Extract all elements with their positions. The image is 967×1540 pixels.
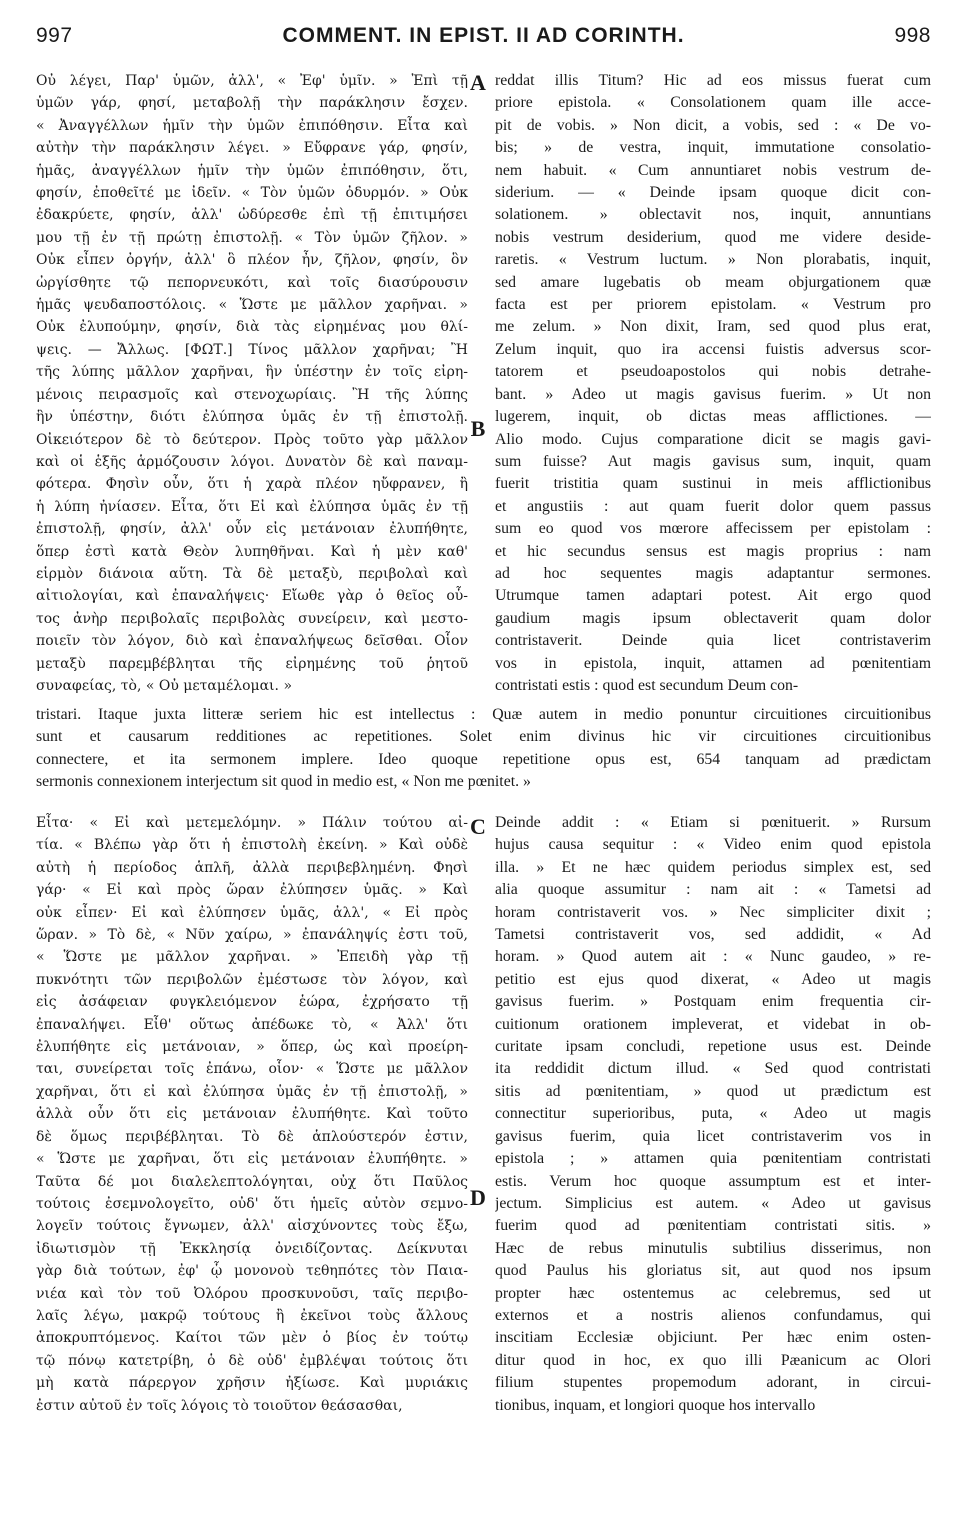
latin-text-line: fuerim quod ad pœnitentiam contristati sitis. » <box>495 1217 931 1235</box>
latin-text-line: contristaverit. Deinde quia licet contristaverim <box>495 632 931 650</box>
latin-text-line: sum eo quod vos mœrore affecissem per epistolam : <box>495 520 931 538</box>
greek-text-line: ἀλλὰ οὖν ὅτι εἰς μετάνοιαν ἐλυπήθητε. Καὶ τοῦτο <box>36 1106 468 1123</box>
latin-text-line: ditur quod in hoc, ex quo illi Pæanicum ac Olori <box>495 1351 931 1369</box>
greek-text-line: ται, συνείρεται τοῖς ἐπάνω, οἷον· « Ὥστε με μᾶλλον <box>36 1061 468 1078</box>
greek-text-line: ὑμῶν γάρ, φησί, μεταβολῇ τὴν παράκλησιν ἔσχεν. <box>36 95 468 112</box>
latin-text-line: connectitur superioribus, puta, « Adeo ut magis <box>495 1105 931 1123</box>
greek-text-line: αἰτιολογίαι, καὶ ἐπαναλήψεις· Εἴωθε γὰρ ὁ θεῖος οὗ- <box>36 588 468 605</box>
latin-text-line: reddat illis Titum? Hic ad eos missus fuerat cum <box>495 72 931 89</box>
greek-text-line: ἡμᾶς ψευδαποστόλοις. « Ὥστε με μᾶλλον χαρῆναι. » <box>36 297 468 314</box>
latin-text-line: externos et a nostris alienos confundamus, qui <box>495 1306 931 1324</box>
latin-text-line: illa. » Et ne hæc quidem periodus simplex est, sed <box>495 858 931 876</box>
greek-text-line: μένοις πειρασμοῖς καὶ στενοχωρίαις. Ἢ τῆς λύπης <box>36 386 468 403</box>
latin-text-line: Hæc de rebus minutulis subtilius disserimus, non <box>495 1239 931 1257</box>
page-number-left: 997 <box>36 24 73 47</box>
greek-column-top <box>36 70 468 700</box>
greek-text-line: συναφείας, τὸ, « Οὐ μεταμέλομαι. » <box>36 677 293 694</box>
greek-text-line: ποιεῖν τὸν λόγον, διὸ καὶ ἐπαναλήψεως δεῖσθαι. Οἷον <box>36 633 468 650</box>
greek-text-line: τία. « Βλέπω γὰρ ὅτι ἡ ἐπιστολὴ ἐκείνη. » Καὶ οὐδὲ <box>36 837 468 854</box>
latin-text-line: propter hæc ostentemus ac celebremus, sed ut <box>495 1284 931 1302</box>
latin-text-line: quod Paulus his gloriatus sit, aut quod nos ipsum <box>495 1262 931 1280</box>
greek-text-line: ὅπερ ἐστὶ κατὰ Θεὸν λυπηθῆναι. Καὶ ἡ μὲν καθ' <box>36 543 468 560</box>
latin-text-line: Alio modo. Cujus comparatione dicit se magis gavi- <box>495 430 931 448</box>
greek-text-line: δὲ ὅμως περιβέβληται. Τὸ δὲ ἁπλούστερόν ἐστιν, <box>36 1128 468 1145</box>
greek-column-bottom <box>36 812 468 1422</box>
greek-text-line: φότερα. Φησὶν οὖν, ὅτι ἡ χαρὰ πλέον ηὔφρανεν, ἢ <box>36 476 468 493</box>
latin-text-line: bis; » de vestra, inquit, immutatione consolatio- <box>495 139 931 157</box>
latin-text-line: gavisus fuerim, quia licet contristaverim vos in <box>495 1127 931 1145</box>
section-marker-c: C <box>470 814 486 839</box>
latin-text-line: inscitiam Ecclesiæ objiciunt. Per hæc enim osten- <box>495 1329 931 1347</box>
greek-text-line: τῷ πόνῳ κατετρίβη, ὁ δὲ οὐδ' ἐμβλέψαι τούτοις ὅτι <box>36 1352 468 1369</box>
latin-text-line: sitis ad pœnitentiam, » quod ut prædictum est <box>495 1082 931 1100</box>
greek-text-line: ἐπαναλήψει. Εἶθ' οὕτως ἀπέδωκε τὸ, « Ἀλλ' ὅτι <box>36 1016 468 1033</box>
latin-text-line: me zelum. » Non dixit, Iram, sed quod plus erat, <box>495 318 931 336</box>
greek-text-line: χαρῆναι, ὅτι εἰ καὶ ἐλύπησα ὑμᾶς ἐν τῇ ἐπιστολῇ, » <box>36 1083 468 1100</box>
latin-text-line: lugerem, inquit, ob dictas meas afflictiones. — <box>495 408 931 426</box>
latin-text-line: contristati estis : quod est secundum Deum con- <box>495 676 799 694</box>
latin-text-line: horam. » Quod autem ait : « Nunc gaudeo, » re- <box>495 948 931 966</box>
greek-text-line: καὶ οἱ ἑξῆς ἁρμόζουσιν λόγοι. Δυνατὸν δὲ καὶ παναμ- <box>36 453 468 470</box>
greek-text-line: ἣν ὑπέστην, διότι ἐλύπησα ὑμᾶς ἐν τῇ ἐπιστολῇ. <box>36 409 468 426</box>
greek-text-line: ὠργίσθητε τῷ πεπορνευκότι, καὶ τοῖς διασύρουσιν <box>36 274 468 291</box>
greek-text-line: μεταξὺ παρεμβέβληται τῆς εἰρημένης τοῦ ῥητοῦ <box>36 655 468 672</box>
greek-text-line: Ταῦτα δέ μοι διαλελεπτολόγηται, οὐχ ὅτι Παῦλος <box>36 1173 468 1190</box>
greek-text-line: Οὐκ εἶπεν ὀργήν, ἀλλ' ὃ πλέον ἦν, ζῆλον, φησίν, ὃν <box>36 252 468 269</box>
latin-text-line: ita reddidit dictum illud. « Sed quod contristati <box>495 1060 931 1078</box>
latin-text-line: jectum. Simplicius est autem. « Adeo ut gavisus <box>495 1194 931 1212</box>
greek-text-line: ἡμᾶς, ἀναγγέλλων ἡμῖν τὴν ὑμῶν ἐπιπόθησιν, ὅτι, <box>36 162 468 179</box>
greek-text-line: ὥραν. » Τὸ δὲ, « Νῦν χαίρω, » ἐπανάληψίς ἐστι τοῦ, <box>36 927 468 944</box>
greek-text-line: τούτοις ἐσεμνολογεῖτο, οὐδ' ὅτι ἡμεῖς αὐτὸν σεμνο- <box>36 1195 468 1212</box>
greek-text-line: οὐκ εἶπεν· Εἰ καὶ ἐλύπησεν ὑμᾶς, ἀλλ', « Εἰ πρὸς <box>36 904 468 921</box>
greek-text-line: τῆς λύπης μᾶλλον χαρῆναι, ἣν ὑπέστην ἐν τοῖς εἰρη- <box>36 364 468 381</box>
greek-text-line: ἐλυπήθητε εἰς μετάνοιαν, » ὅπερ, ὡς καὶ προείρη- <box>36 1039 468 1056</box>
greek-text-line: ἐπιστολῇ, φησίν, ἀλλ' οὖν εἰς μετάνοιαν ἐλυπήθητε, <box>36 521 468 538</box>
latin-text-line: sum fuisse? Aut magis gavisus sum, inquit, quam <box>495 452 931 470</box>
latin-column-top <box>495 70 931 710</box>
latin-text-line: hujus causa sequitur : « Video enim quod epistola <box>495 836 931 854</box>
latin-text-line: tristari. Itaque juxta litteræ seriem hic est intellectus : Quæ autem in medio ponuntur circuitiones circuitionibus <box>36 706 931 723</box>
section-marker-a: A <box>470 70 486 95</box>
latin-text-line: connectere, et ita sermonem implere. Ideo quoque repetitione opus est, 654 tanquam ad prædictam <box>36 750 931 768</box>
greek-text-line: Εἶτα· « Εἰ καὶ μετεμελόμην. » Πάλιν τούτου αἰ- <box>36 815 468 831</box>
latin-text-line: raretis. « Vestrum luctum. » Non plorabatis, inquit, <box>495 251 931 269</box>
latin-text-line: siderium. — « Deinde ipsam quoque dicit con- <box>495 184 931 202</box>
greek-text-line: ἐδακρύετε, φησίν, ἀλλ' ὠδύρεσθε ἐπὶ τῇ ἐπιτιμήσει <box>36 207 468 224</box>
greek-text-line: εἱρμὸν διάνοια αὕτη. Τὰ δὲ μεταξὺ, περιβολαὶ καὶ <box>36 565 468 582</box>
latin-text-line: Utrumque tamen adaptari potest. Ait ergo quod <box>495 587 931 605</box>
greek-text-line: μὴ κατὰ πάρεργον χρῆσιν ἠξίωσε. Καὶ μυριάκις <box>36 1375 468 1392</box>
greek-text-line: φησίν, ἐποθεῖτέ με ἰδεῖν. « Τὸν ὑμῶν ὀδυρμόν. » Οὐκ <box>36 185 468 202</box>
latin-text-line: Zelum inquit, quo ira accensi fuistis adversus scor- <box>495 340 931 358</box>
latin-text-line: horam contristaverit vos. » Nec simpliciter dixit ; <box>495 903 931 921</box>
greek-text-line: αὐτὴ ἡ περίοδος ἁπλῆ, ἀλλὰ περιβεβλημένη. Φησὶ <box>36 859 468 876</box>
latin-text-line: facta est per priorem epistolam. « Vestrum pro <box>495 296 931 314</box>
latin-text-line: tatorem et pseudoapostolos qui nobis detrahe- <box>495 363 931 381</box>
latin-text-line: filium stupentes propemodum adorant, in circui- <box>495 1374 931 1392</box>
latin-text-line: nem habuit. « Cum annuntiaret nobis vestrum de- <box>495 161 931 179</box>
latin-text-line: gaudium magis ipsum oblectaverit quam dolor <box>495 609 931 627</box>
greek-text-line: αὐτὴν τὴν παράκλησιν λέγει. » Εὔφρανε γάρ, φησίν, <box>36 140 468 157</box>
latin-text-line: Deinde addit : « Etiam si pœnituerit. » Rursum <box>495 814 931 831</box>
greek-text-line: Οὐκ ἐλυπούμην, φησίν, διὰ τὰς εἰρημένας μου θλί- <box>36 319 468 336</box>
greek-text-line: μου τῇ ἐν τῇ πρώτῃ ἐπιστολῇ. « Τὸν ὑμῶν ζῆλον. » <box>36 229 468 246</box>
page-number-right: 998 <box>894 24 931 47</box>
greek-text-line: λογεῖν τούτοις ἔγνωμεν, ἀλλ' αἰσχύνοντες τοὺς ἔξω, <box>36 1218 468 1235</box>
greek-text-line: ἰδιωτισμὸν τῇ Ἐκκλησίᾳ ὀνειδίζοντας. Δείκνυται <box>36 1240 468 1257</box>
greek-text-line: νιέα καὶ τὸν τοῦ Ὀλόρου προσκυνοῦσι, ταῖς περιβο- <box>36 1285 468 1302</box>
full-width-paragraph <box>36 704 931 800</box>
latin-text-line: sed amare lugebatis ob meam objurgationem quæ <box>495 273 931 291</box>
latin-text-line: sunt et causarum redditiones ac repetitiones. Solet enim divinus hic vir circuitiones circuitionibus <box>36 728 931 746</box>
latin-text-line: sermonis connexionem interjectum sit quod in medio est, « Non me pœnitet. » <box>36 773 531 791</box>
section-marker-b: B <box>470 416 486 441</box>
greek-text-line: ψεις. — Ἄλλως. [ΦΩΤ.] Τίνος μᾶλλον χαρῆναι; Ἢ <box>36 341 468 358</box>
latin-text-line: gavisus fuerim. » Postquam enim frequentia cir- <box>495 993 931 1011</box>
latin-text-line: petitio est ejus quod dixerat, « Adeo ut magis <box>495 970 931 988</box>
greek-text-line: ἡ λύπη ἠνίασεν. Εἶτα, ὅτι Εἰ καὶ ἐλύπησα ὑμᾶς ἐν τῇ <box>36 498 468 515</box>
latin-text-line: pit de vobis. » Non dicit, a vobis, sed : « De vo- <box>495 116 931 134</box>
latin-text-line: priore epistola. « Consolationem quam ille acce- <box>495 94 931 112</box>
greek-text-line: ἀποκρυπτόμενος. Καίτοι τῶν μὲν ὁ βίος ἐν τούτῳ <box>36 1330 468 1347</box>
latin-text-line: bant. » Adeo ut magis gavisus fuerim. » Ut non <box>495 385 931 403</box>
page-header <box>36 12 931 52</box>
latin-text-line: solationem. » oblectavit nos, inquit, annuntians <box>495 206 931 224</box>
greek-text-line: Οἰκειότερον δὲ τὸ δεύτερον. Πρὸς τοῦτο γὰρ μᾶλλον <box>36 431 468 448</box>
greek-text-line: εἰς ἀσάφειαν φυγκλειόμενον ἑώρα, ἐχρήσατο τῇ <box>36 994 468 1011</box>
latin-text-line: epistola ; » attamen quia pœnitentiam contristati <box>495 1150 931 1168</box>
latin-text-line: ad hoc sequentes magis adaptantur sermones. <box>495 564 931 582</box>
greek-text-line: λαῖς λέγω, μακρῷ τούτους ἢ ἐκεῖνοι τοὺς ἄλλους <box>36 1307 468 1324</box>
greek-text-line: ἐστιν αὐτοῦ ἐν τοῖς λόγοις τὸ τοιοῦτον θεάσασθαι, <box>36 1397 403 1414</box>
latin-text-line: nobis vestrum desiderium, quod me videre deside- <box>495 228 931 246</box>
latin-column-bottom <box>495 812 931 1422</box>
running-title: COMMENT. IN EPIST. II AD CORINTH. <box>282 24 685 47</box>
section-marker-d: D <box>470 1185 486 1210</box>
greek-text-line: γὰρ διὰ τούτων, ἐφ' ᾧ μονονοὺ τεθηπότες τὸν Παια- <box>36 1263 468 1280</box>
latin-text-line: et angustiis : aut quam fuerit dolor quem passus <box>495 497 931 515</box>
latin-text-line: fuerit tristitia quam sustinui in meis afflictionibus <box>495 475 931 493</box>
greek-text-line: Οὐ λέγει, Παρ' ὑμῶν, ἀλλ', « Ἐφ' ὑμῖν. » Ἐπὶ τῇ <box>36 73 468 89</box>
latin-text-line: alia quoque assumitur : nam ait : « Tametsi ad <box>495 881 931 899</box>
latin-text-line: estis. Verum hoc quoque assumptum est et inter- <box>495 1172 931 1190</box>
greek-text-line: « Ἀναγγέλλων ἡμῖν τὴν ὑμῶν ἐπιπόθησιν. Εἶτα καὶ <box>36 117 468 134</box>
latin-text-line: tionibus, inquam, et longiori quoque hos intervallo <box>495 1396 816 1414</box>
latin-text-line: vos in epistola, inquit, attamen ad pœnitentiam <box>495 654 931 672</box>
latin-text-line: cuitionum orationem impleverat, et videbat in ob- <box>495 1015 931 1033</box>
greek-text-line: τος ἀνὴρ περιβολαῖς περιβολὰς συνείρειν, καὶ μεστο- <box>36 610 468 627</box>
greek-text-line: γάρ· « Εἰ καὶ πρὸς ὥραν ἐλύπησεν ὑμᾶς. » Καὶ <box>36 882 468 899</box>
greek-text-line: « Ὥστε με χαρῆναι, ὅτι εἰς μετάνοιαν ἐλυπήθητε. » <box>36 1151 468 1168</box>
latin-text-line: et hic secundus sensus est magis proprius : nam <box>495 542 931 560</box>
greek-text-line: « Ὥστε με μᾶλλον χαρῆναι. » Ἐπειδὴ γὰρ τῇ <box>36 949 468 966</box>
latin-text-line: curitate ipsam concludi, repetione usus est. Deinde <box>495 1038 931 1056</box>
latin-text-line: Tametsi contristaverit vos, sed addidit, « Ad <box>495 926 931 944</box>
greek-text-line: πυκνότητι τῶν περιβολῶν ἐμέστωσε τὸν λόγον, καὶ <box>36 971 468 988</box>
